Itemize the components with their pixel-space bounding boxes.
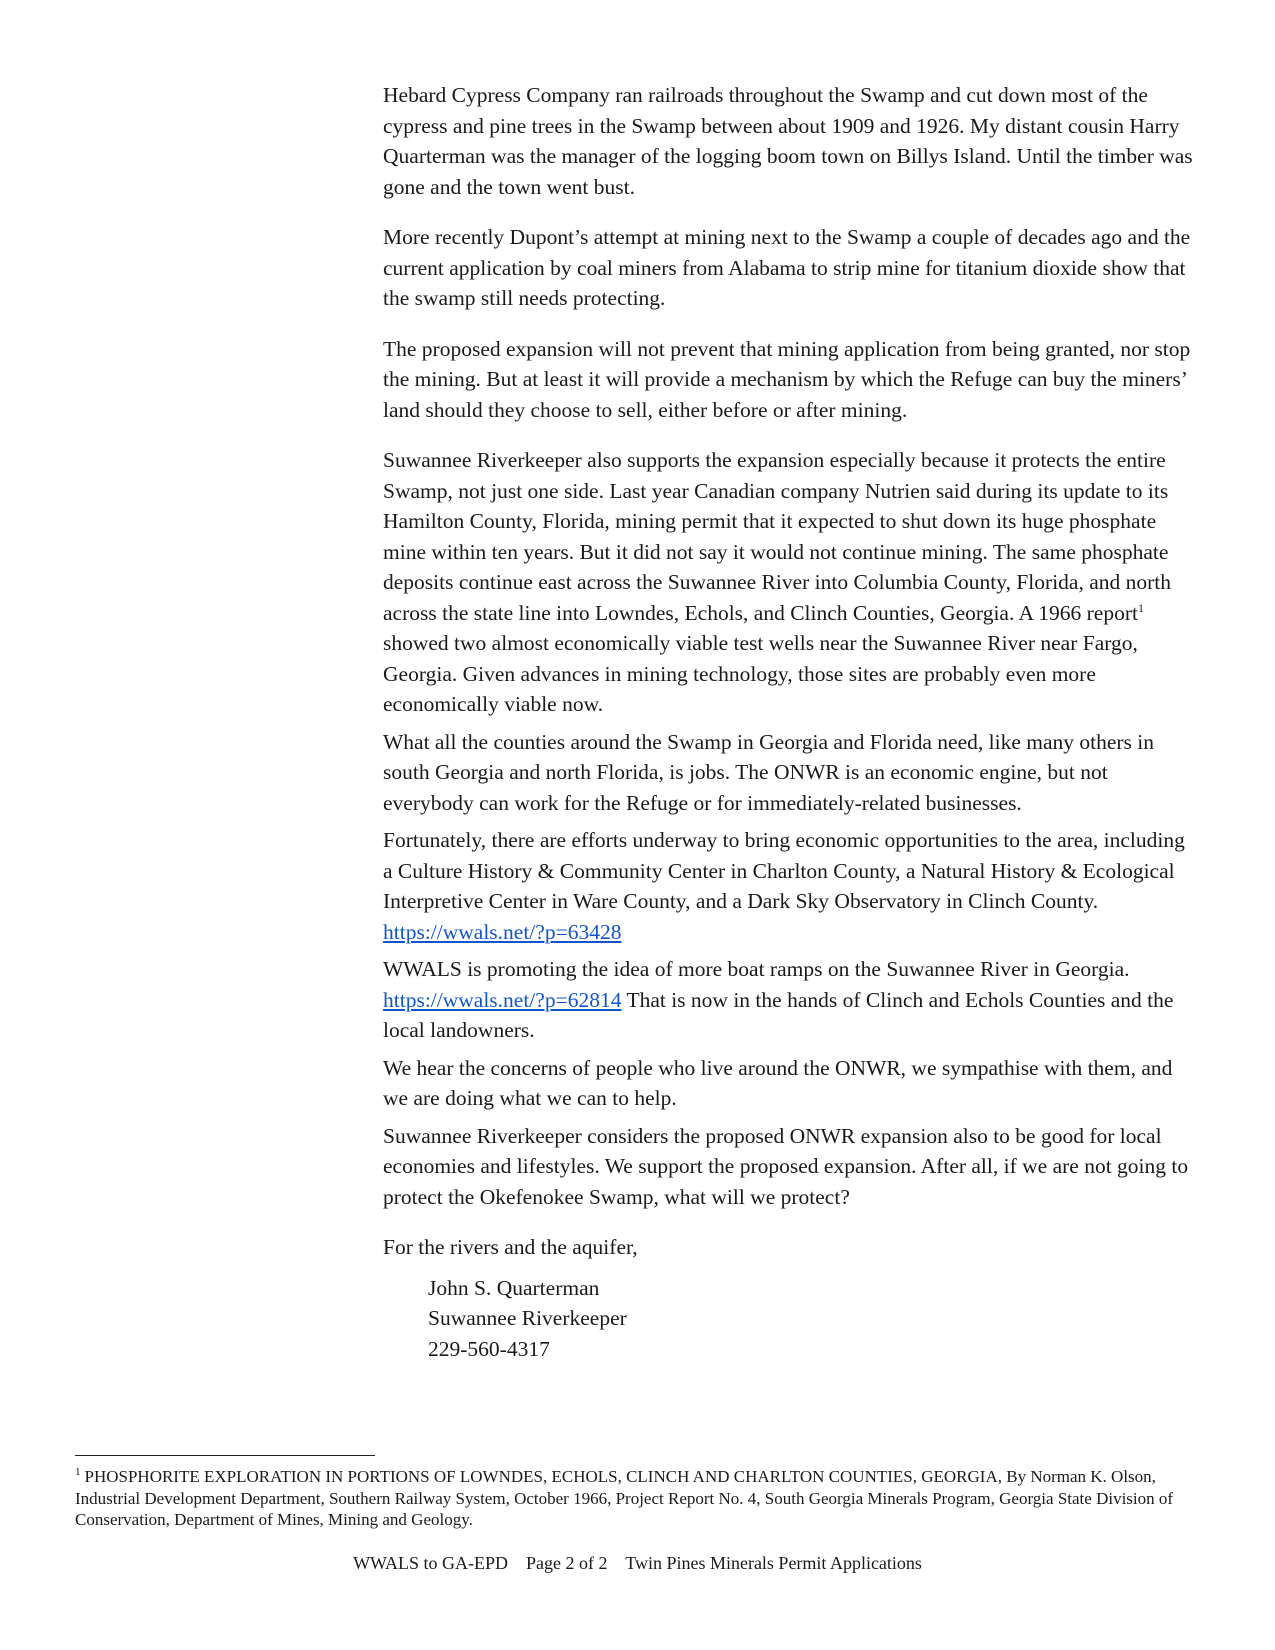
economic-efforts-text: Fortunately, there are efforts underway to bring economic opportunities to the area, including a Culture History & Community Center in Charlton County, a Natural History & Ecological Interpretive Center in Ware County, and a Dark Sky Observatory in Clinch County. xyxy=(383,828,1185,913)
paragraph-economic-efforts xyxy=(383,825,1195,947)
paragraph-support: Suwannee Riverkeeper considers the proposed ONWR expansion also to be good for local economies and lifestyles. We support the proposed expansion. After all, if we are not going to protect the Okefenokee Swamp, what will we protect? xyxy=(383,1123,1189,1209)
wwals-link-63428[interactable]: https://wwals.net/?p=63428 xyxy=(383,919,622,944)
phosphate-text-before: Suwannee Riverkeeper also supports the expansion especially because it protects the entire Swamp, not just one side. Last year Canadian company Nutrien said during its update to its Hamilton County, Florida, mining permit that it expected to shut down its huge phosphate mine within ten years. But it did not say it would not continue mining. The same phosphate deposits continue east across the Suwannee River into Columbia County, Florida, and north across the state line into Lowndes, Echols, and Clinch Counties, Georgia. A 1966 report xyxy=(383,448,1172,625)
signer-name: John S. Quarterman xyxy=(428,1275,600,1300)
paragraph-phosphate xyxy=(383,445,1195,720)
closing-salutation: For the rivers and the aquifer, xyxy=(383,1235,638,1259)
phosphate-text-after: showed two almost economically viable test wells near the Suwannee River near Fargo, Georgia. Given advances in mining technology, those sites are probably even more economically viable now. xyxy=(383,631,1138,716)
paragraph-boat-ramps xyxy=(383,954,1195,1046)
footnote-text: PHOSPHORITE EXPLORATION IN PORTIONS OF LOWNDES, ECHOLS, CLINCH AND CHARLTON COUNTIES, GEORGIA, By Norman K. Olson, Industrial Development Department, Southern Railway System, October 1966, Project Report No. 4, South Georgia Minerals Program, Georgia State Division of Conservation, Department of Mines, Mining and Geology. xyxy=(75,1467,1174,1529)
paragraph-expansion: The proposed expansion will not prevent that mining application from being granted, nor stop the mining. But at least it will provide a mechanism by which the Refuge can buy the miners’ land should they choose to sell, either before or after mining. xyxy=(383,336,1191,422)
paragraph-jobs: What all the counties around the Swamp in Georgia and Florida need, like many others in south Georgia and north Florida, is jobs. The ONWR is an economic engine, but not everybody can work for the Refuge or for immediately-related businesses. xyxy=(383,729,1155,815)
wwals-link-62814[interactable]: https://wwals.net/?p=62814 xyxy=(383,987,622,1012)
paragraph-dupont: More recently Dupont’s attempt at mining next to the Swamp a couple of decades ago and the current application by coal miners from Alabama to strip mine for titanium dioxide show that the swamp still needs protecting. xyxy=(383,225,1191,310)
footnote-divider xyxy=(75,1455,375,1456)
paragraph-hebard: Hebard Cypress Company ran railroads throughout the Swamp and cut down most of the cypress and pine trees in the Swamp between about 1909 and 1926. My distant cousin Harry Quarterman was the manager of the logging boom town on Billys Island. Until the timber was gone and the town went bust. xyxy=(383,83,1193,199)
footnote-mark: 1 xyxy=(75,1466,81,1479)
letter-body xyxy=(383,80,1195,1364)
signature-block xyxy=(383,1273,1195,1365)
paragraph-concerns: We hear the concerns of people who live around the ONWR, we sympathise with them, and we are doing what we can to help. xyxy=(383,1055,1173,1110)
boat-ramps-text-after: That is now in the hands of Clinch and Echols Counties and the local landowners. xyxy=(383,987,1174,1042)
signer-title: Suwannee Riverkeeper xyxy=(428,1306,627,1330)
footnote xyxy=(75,1466,1205,1531)
signer-phone: 229-560-4317 xyxy=(428,1336,550,1361)
footnote-reference[interactable]: 1 xyxy=(1137,600,1144,615)
boat-ramps-text: WWALS is promoting the idea of more boat ramps on the Suwannee River in Georgia. xyxy=(383,957,1130,981)
page-footer: WWALS to GA-EPD Page 2 of 2 Twin Pines Minerals Permit Applications xyxy=(353,1553,922,1573)
